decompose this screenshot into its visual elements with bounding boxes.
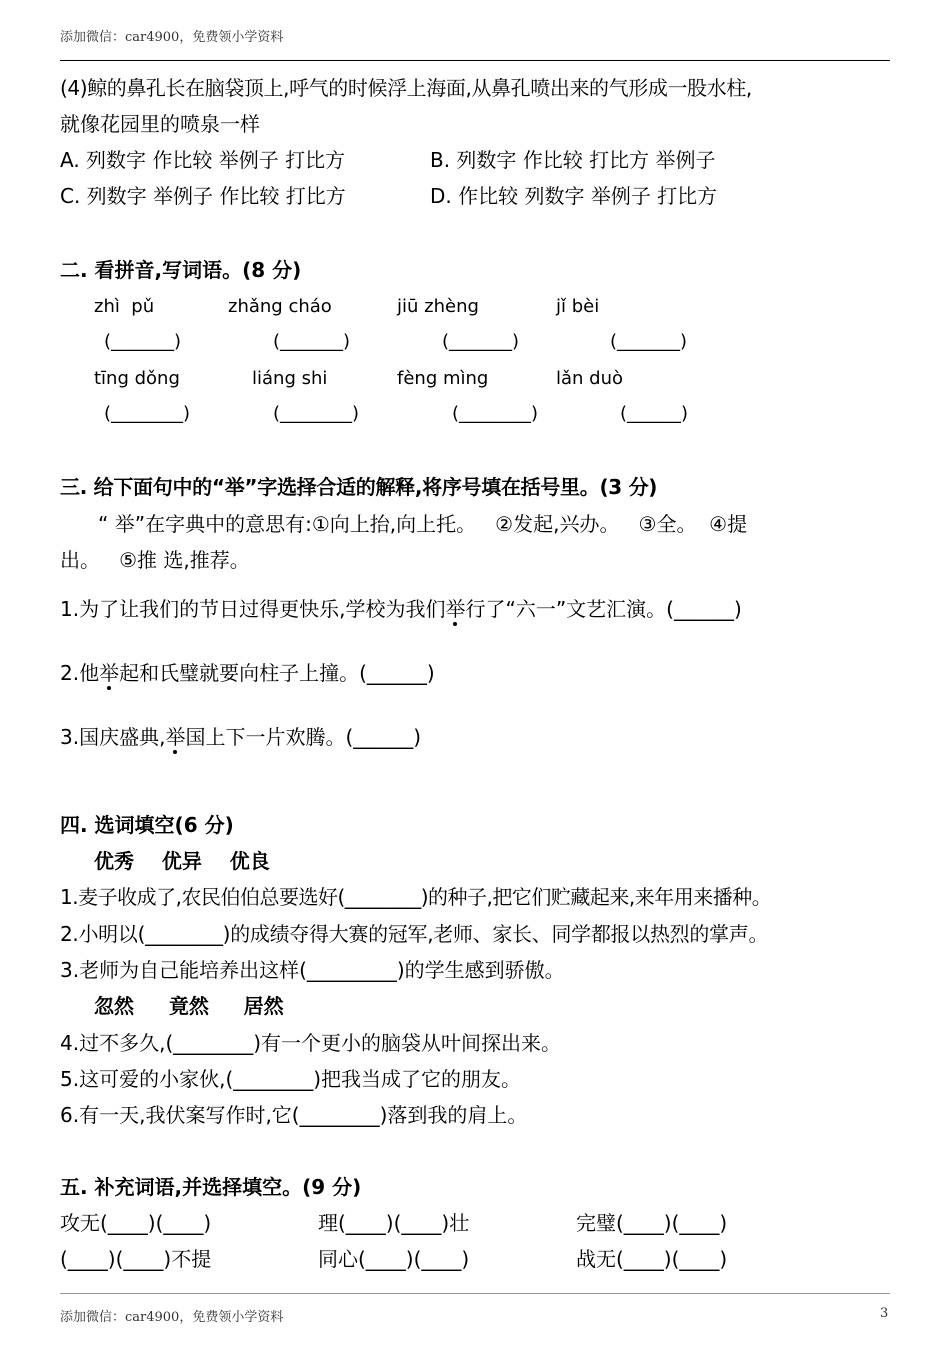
pinyin-5: tīng dǒng <box>94 368 180 389</box>
page-number: 3 <box>880 1306 889 1321</box>
idiom-5[interactable]: 同心(____)(____) <box>318 1247 470 1271</box>
option-b: B. 列数字 作比较 打比方 举例子 <box>430 148 716 172</box>
answer-blank[interactable]: (________) <box>452 403 539 424</box>
definition-line-2: 出。 ⑤推 选,推荐。 <box>60 548 250 572</box>
definition-line-1: “ 举”在字典中的意思有:①向上抬,向上托。 ②发起,兴办。 ③全。 ④提 <box>98 512 748 536</box>
sentence-3-before: 3.国庆盛典, <box>60 725 166 749</box>
answer-blank[interactable]: (_______) <box>273 331 351 352</box>
idiom-4[interactable]: (____)(____)不提 <box>60 1247 212 1271</box>
fill-question-4[interactable]: 4.过不多久,(________)有一个更小的脑袋从叶间探出来。 <box>60 1031 562 1055</box>
fill-question-5[interactable]: 5.这可爱的小家伙,(________)把我当成了它的朋友。 <box>60 1067 522 1091</box>
word-choices-2: 忽然 竟然 居然 <box>94 994 284 1018</box>
page-footer: 添加微信：car4900，免费领小学资料 <box>60 1310 284 1325</box>
section-2-title: 二. 看拼音,写词语。(8 分) <box>60 258 302 282</box>
option-a: A. 列数字 作比较 举例子 打比方 <box>60 148 346 172</box>
answer-blank[interactable]: (_______) <box>442 331 520 352</box>
pinyin-7: fèng mìng <box>397 368 489 389</box>
section-3-title: 三. 给下面句中的“举”字选择合适的解释,将序号填在括号里。(3 分) <box>60 475 658 499</box>
idiom-6[interactable]: 战无(____)(____) <box>576 1247 728 1271</box>
pinyin-2: zhǎng cháo <box>228 296 332 317</box>
question-4-line-1: (4)鲸的鼻孔长在脑袋顶上,呼气的时候浮上海面,从鼻孔喷出来的气形成一股水柱, <box>60 76 752 100</box>
emphasized-char: 举 <box>445 597 466 621</box>
pinyin-4: jǐ bèi <box>556 296 600 317</box>
pinyin-8: lǎn duò <box>556 368 624 389</box>
word-choices-1: 优秀 优异 优良 <box>94 849 270 873</box>
answer-blank[interactable]: (________) <box>104 403 191 424</box>
option-d: D. 作比较 列数字 举例子 打比方 <box>430 184 718 208</box>
pinyin-3: jiū zhèng <box>397 296 479 317</box>
fill-question-6[interactable]: 6.有一天,我伏案写作时,它(________)落到我的肩上。 <box>60 1103 528 1127</box>
sentence-3 <box>60 725 421 749</box>
emphasized-char: 举 <box>99 661 120 685</box>
answer-blank[interactable]: (_______) <box>610 331 688 352</box>
emphasized-char: 举 <box>165 725 186 749</box>
answer-blank[interactable]: (_______) <box>104 331 182 352</box>
sentence-1-before: 1.为了让我们的节日过得更快乐,学校为我们 <box>60 597 446 621</box>
idiom-1[interactable]: 攻无(____)(____) <box>60 1211 212 1235</box>
section-5-title: 五. 补充词语,并选择填空。(9 分) <box>60 1175 362 1199</box>
pinyin-6: liáng shi <box>252 368 328 389</box>
fill-question-3[interactable]: 3.老师为自己能培养出这样(_________)的学生感到骄傲。 <box>60 958 565 982</box>
sentence-2-after[interactable]: 起和氏璧就要向柱子上撞。(______) <box>119 661 435 685</box>
page-header: 添加微信：car4900，免费领小学资料 <box>60 30 284 45</box>
option-c: C. 列数字 举例子 作比较 打比方 <box>60 184 346 208</box>
idiom-3[interactable]: 完璧(____)(____) <box>576 1211 728 1235</box>
sentence-2-before: 2.他 <box>60 661 100 685</box>
sentence-3-after[interactable]: 国上下一片欢腾。(______) <box>185 725 422 749</box>
idiom-2[interactable]: 理(____)(____)壮 <box>318 1211 470 1235</box>
header-rule <box>60 60 890 61</box>
question-4-line-2: 就像花园里的喷泉一样 <box>60 112 260 136</box>
answer-blank[interactable]: (______) <box>620 403 689 424</box>
sentence-2 <box>60 661 435 685</box>
sentence-1-after[interactable]: 行了“六一”文艺汇演。(______) <box>465 597 742 621</box>
footer-rule <box>60 1293 890 1294</box>
sentence-1 <box>60 597 742 621</box>
fill-question-1[interactable]: 1.麦子收成了,农民伯伯总要选好(________)的种子,把它们贮藏起来,来年用来播种。 <box>60 885 772 909</box>
pinyin-1: zhì pǔ <box>94 296 155 317</box>
section-4-title: 四. 选词填空(6 分) <box>60 813 234 837</box>
fill-question-2[interactable]: 2.小明以(________)的成绩夺得大赛的冠军,老师、家长、同学都报以热烈的掌声。 <box>60 922 769 946</box>
answer-blank[interactable]: (________) <box>273 403 360 424</box>
